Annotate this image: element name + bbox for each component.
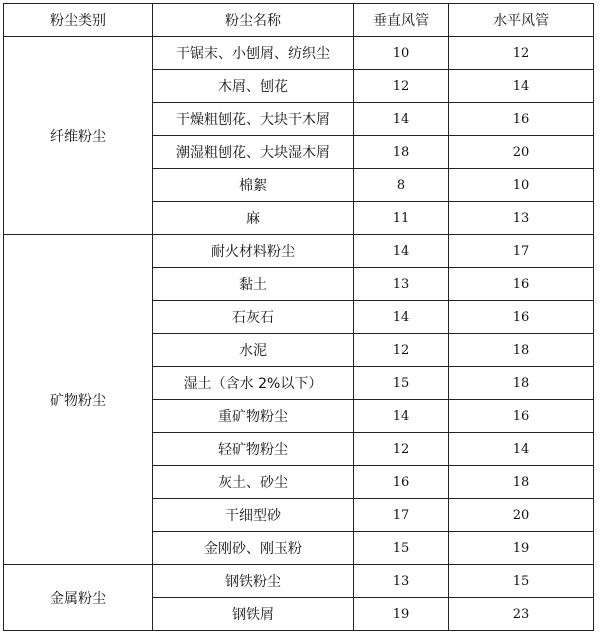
vertical-cell: 14: [354, 235, 449, 268]
vertical-cell: 11: [354, 202, 449, 235]
category-cell: 金属粉尘: [4, 565, 153, 631]
vertical-cell: 15: [354, 532, 449, 565]
horizontal-cell: 14: [449, 70, 594, 103]
dust-name-cell: 麻: [153, 202, 354, 235]
table-row: [4, 235, 594, 268]
horizontal-cell: 20: [449, 136, 594, 169]
dust-name-cell: 干燥粗刨花、大块干木屑: [153, 103, 354, 136]
dust-name-cell: 钢铁粉尘: [153, 565, 354, 598]
horizontal-cell: 18: [449, 334, 594, 367]
dust-name-cell: 金刚砂、刚玉粉: [153, 532, 354, 565]
dust-name-cell: 钢铁屑: [153, 598, 354, 631]
header-name: 粉尘名称: [153, 4, 354, 37]
vertical-cell: 12: [354, 433, 449, 466]
horizontal-cell: 23: [449, 598, 594, 631]
dust-name-cell: 水泥: [153, 334, 354, 367]
vertical-cell: 19: [354, 598, 449, 631]
header-row: [4, 4, 594, 37]
horizontal-cell: 20: [449, 499, 594, 532]
category-cell: 矿物粉尘: [4, 235, 153, 565]
vertical-cell: 10: [354, 37, 449, 70]
vertical-cell: 14: [354, 301, 449, 334]
vertical-cell: 13: [354, 268, 449, 301]
vertical-cell: 16: [354, 466, 449, 499]
vertical-cell: 12: [354, 70, 449, 103]
horizontal-cell: 17: [449, 235, 594, 268]
horizontal-cell: 18: [449, 466, 594, 499]
dust-name-cell: 灰土、砂尘: [153, 466, 354, 499]
horizontal-cell: 15: [449, 565, 594, 598]
vertical-cell: 12: [354, 334, 449, 367]
category-cell: 纤维粉尘: [4, 37, 153, 235]
vertical-cell: 14: [354, 103, 449, 136]
header-vertical: 垂直风管: [354, 4, 449, 37]
dust-name-cell: 潮湿粗刨花、大块湿木屑: [153, 136, 354, 169]
dust-name-cell: 湿土（含水 2%以下）: [153, 367, 354, 400]
vertical-cell: 14: [354, 400, 449, 433]
vertical-cell: 13: [354, 565, 449, 598]
table-row: [4, 37, 594, 70]
dust-name-cell: 轻矿物粉尘: [153, 433, 354, 466]
dust-name-cell: 黏土: [153, 268, 354, 301]
header-horizontal: 水平风管: [449, 4, 594, 37]
horizontal-cell: 16: [449, 301, 594, 334]
horizontal-cell: 16: [449, 103, 594, 136]
horizontal-cell: 19: [449, 532, 594, 565]
header-category: 粉尘类别: [4, 4, 153, 37]
horizontal-cell: 16: [449, 400, 594, 433]
dust-name-cell: 石灰石: [153, 301, 354, 334]
horizontal-cell: 14: [449, 433, 594, 466]
horizontal-cell: 13: [449, 202, 594, 235]
vertical-cell: 8: [354, 169, 449, 202]
vertical-cell: 18: [354, 136, 449, 169]
horizontal-cell: 16: [449, 268, 594, 301]
horizontal-cell: 18: [449, 367, 594, 400]
dust-name-cell: 干锯末、小刨屑、纺织尘: [153, 37, 354, 70]
dust-name-cell: 耐火材料粉尘: [153, 235, 354, 268]
dust-name-cell: 木屑、刨花: [153, 70, 354, 103]
vertical-cell: 17: [354, 499, 449, 532]
dust-velocity-table: [3, 3, 594, 631]
dust-name-cell: 重矿物粉尘: [153, 400, 354, 433]
horizontal-cell: 10: [449, 169, 594, 202]
vertical-cell: 15: [354, 367, 449, 400]
table-row: [4, 565, 594, 598]
dust-name-cell: 干细型砂: [153, 499, 354, 532]
horizontal-cell: 12: [449, 37, 594, 70]
dust-name-cell: 棉絮: [153, 169, 354, 202]
